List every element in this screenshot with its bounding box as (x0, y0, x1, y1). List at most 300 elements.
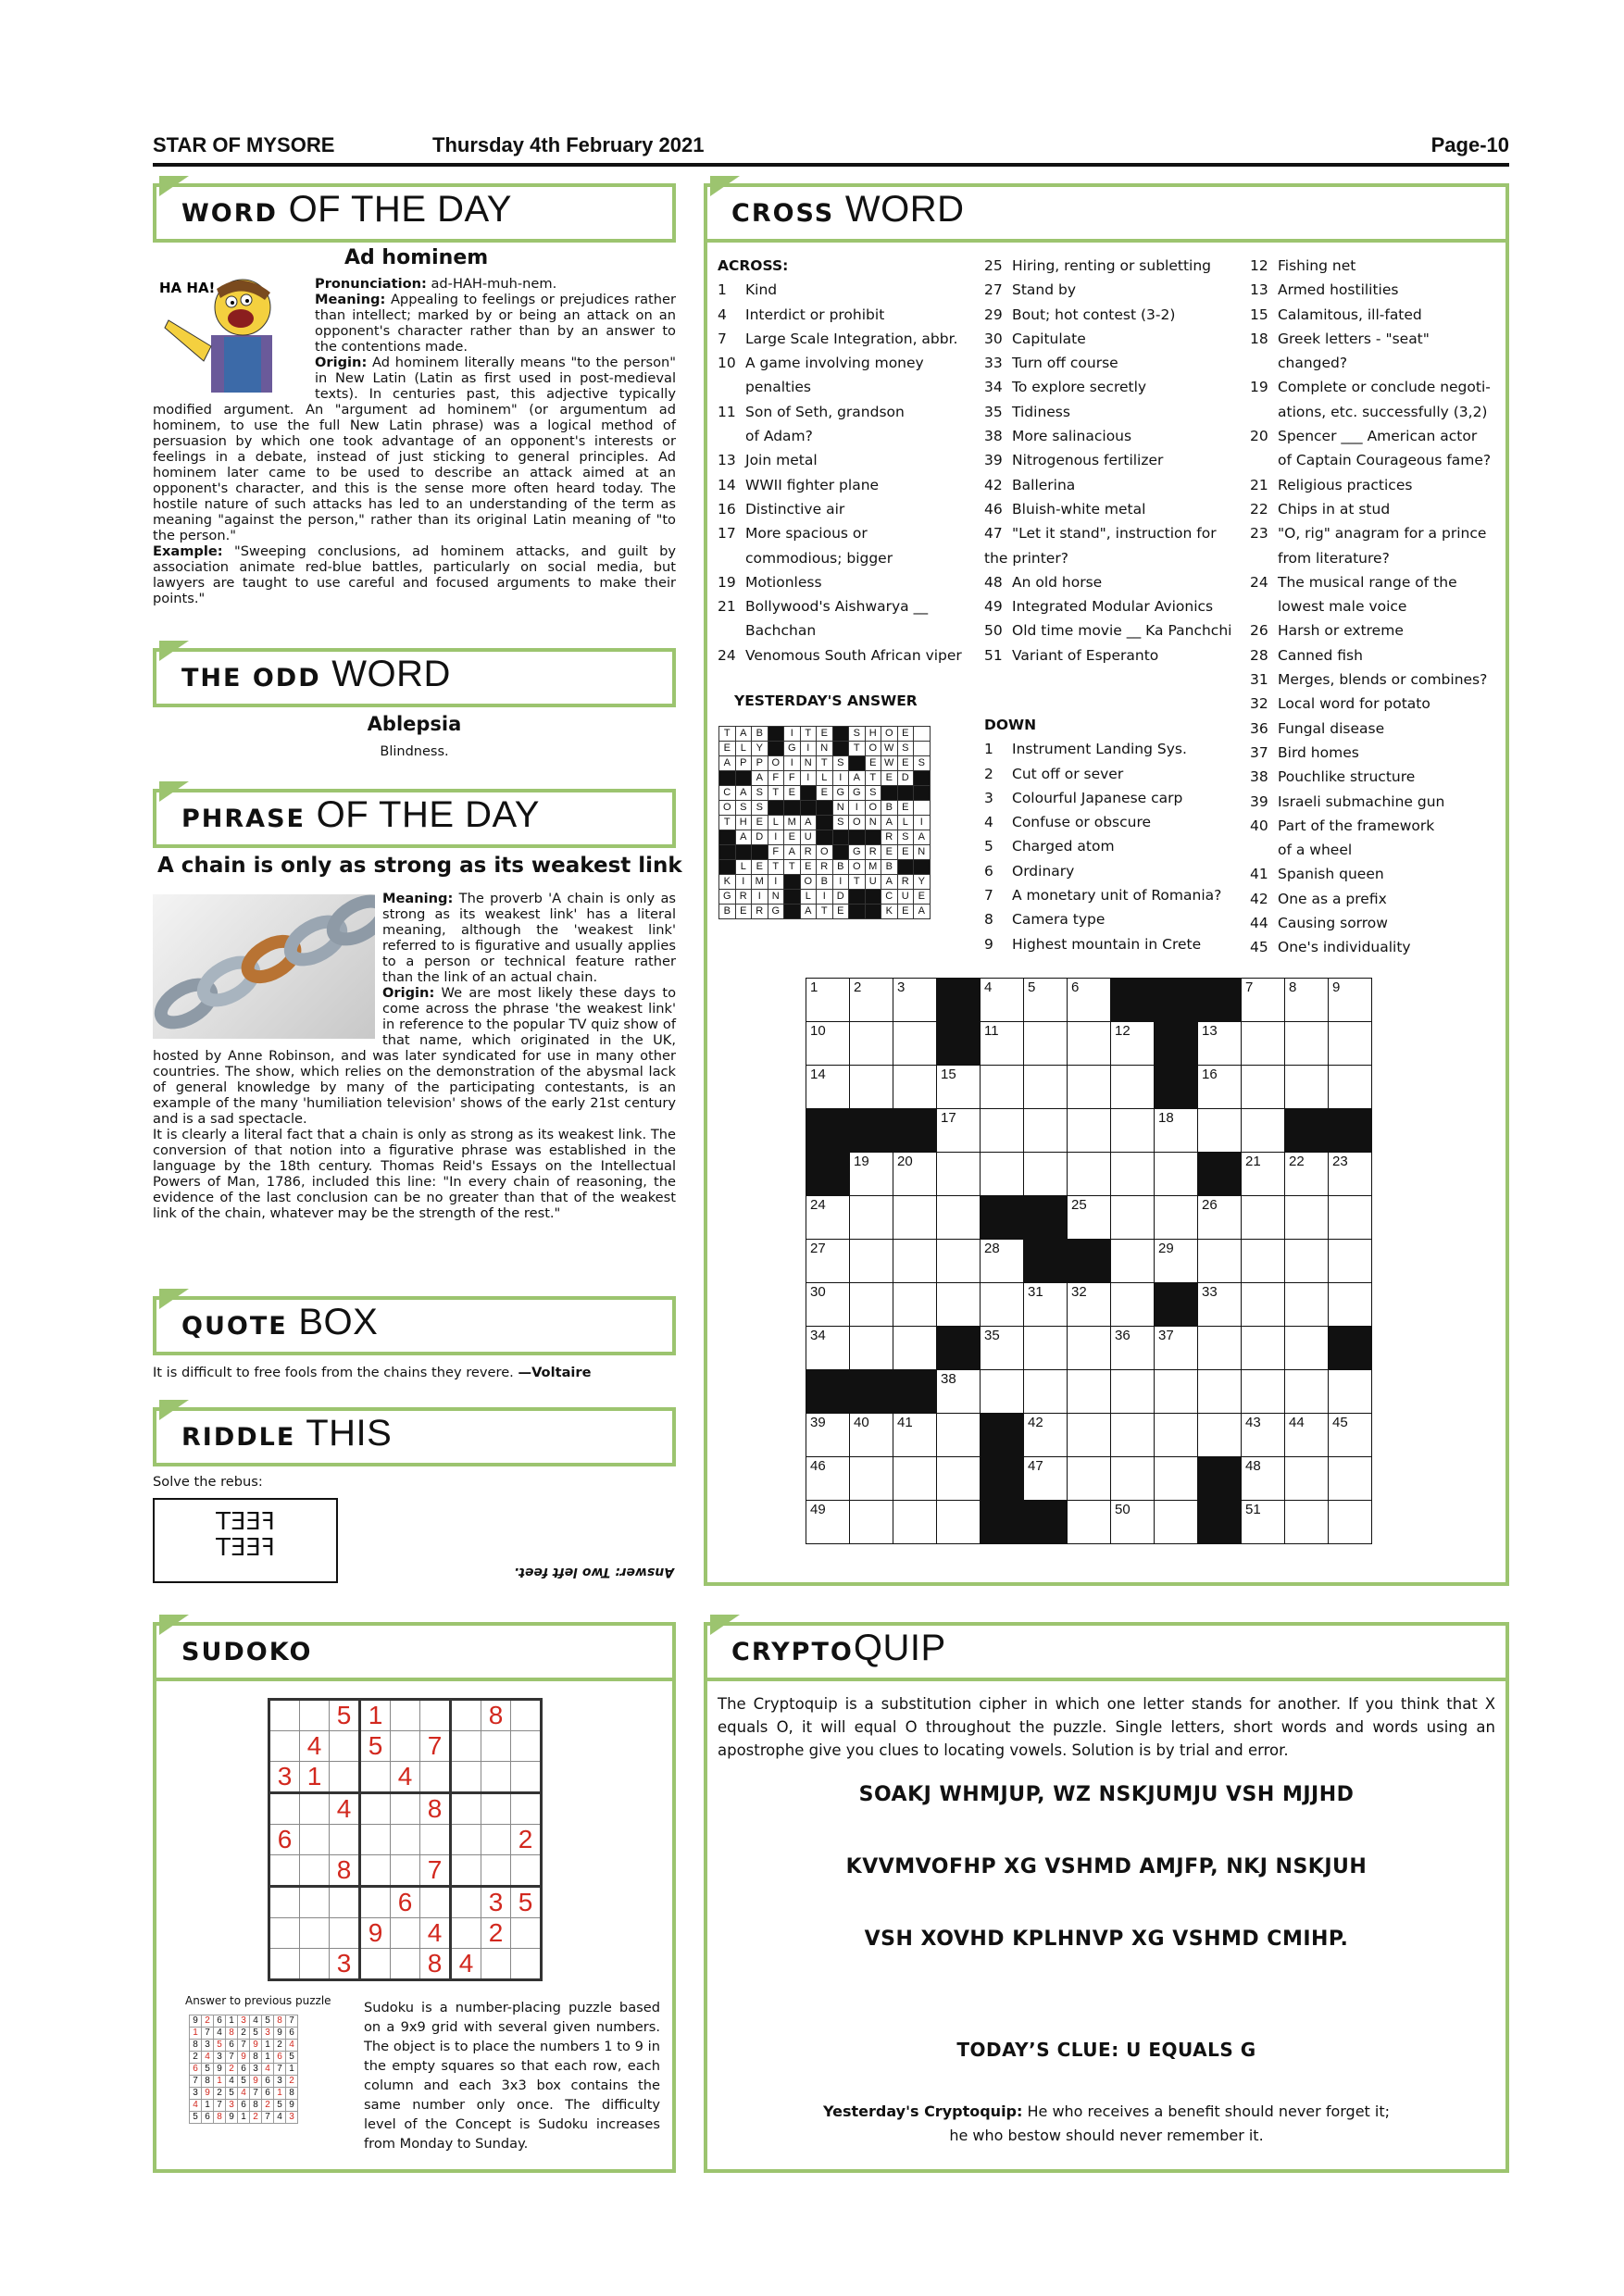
sudoku-cell[interactable] (481, 1731, 511, 1762)
crossword-cell[interactable]: 15 (937, 1066, 981, 1109)
sudoku-cell[interactable] (391, 1918, 420, 1949)
answer-cell: T (719, 816, 736, 830)
answer-cell: E (897, 756, 914, 771)
crossword-cell[interactable] (1242, 1022, 1285, 1066)
crossword-cell[interactable] (981, 1066, 1024, 1109)
sudoku-cell[interactable] (300, 1700, 330, 1731)
crossword-cell[interactable]: 20 (893, 1153, 937, 1196)
sudoku-cell[interactable]: 8 (420, 1949, 451, 1980)
sudoku-cell[interactable]: 7 (420, 1731, 451, 1762)
crossword-cell[interactable] (1285, 1370, 1329, 1414)
clue: penalties (745, 379, 811, 396)
answer-cell: O (849, 860, 866, 875)
sudoku-cell[interactable] (511, 1700, 542, 1731)
sudoku-cell[interactable]: 8 (481, 1700, 511, 1731)
crossword-cell[interactable] (893, 1501, 937, 1544)
sudoku-cell[interactable]: 6 (391, 1887, 420, 1918)
word-of-day-word: Ad hominem (344, 246, 489, 269)
answer-cell: A (735, 727, 752, 742)
answer-cell: B (817, 875, 833, 890)
sudoku-description: Sudoku is a number-placing puzzle based on a 9x9 grid with several given numbers. The object is to place the numbers 1 to 9 in the empty squares so that each row, each column and each 3x3 box contains the same number only once. The difficulty level of the Concept is Sudoku increases from Monday to Sunday. (364, 2000, 660, 2152)
crossword-cell[interactable] (1111, 1066, 1155, 1109)
crossword-cell[interactable] (893, 1066, 937, 1109)
crossword-cell[interactable]: 19 (850, 1153, 893, 1196)
sudoku-cell[interactable]: 1 (360, 1700, 391, 1731)
crossword-cell[interactable] (1242, 1109, 1285, 1153)
sudoku-cell[interactable]: 3 (269, 1762, 300, 1793)
quote-title: QUOTE BOX (181, 1302, 379, 1342)
sudoku-cell[interactable] (391, 1731, 420, 1762)
clue: 47 "Let it stand", instruction for (984, 525, 1217, 543)
phrase-body: Meaning: The proverb 'A chain is only as strong as its weakest link' has a literal meaning, although the 'weakest link' referred to is figurative and usually applies to a person or technical feature rather than the link of an actual chain. Origin: We are most likely these days to come across the phrase 'the weakest link' in reference to the popular TV quiz show of that name, which originated in the UK, hosted by Anne Robinson, and was later syndicated for use in many other countries. The show, which relies on the demonstration of the abysmal lack of general knowledge by many of the participating contestants, is an example of the many 'humiliation television' shows of the early 21st century and is a sad spectacle. It is clearly a literal fact that a chain is only as strong as its weakest link. The conversion of that notion into a figurative phrase was established in the language by the 18th century. Thomas Reid's Essays on the Intellectual Powers of Man, 1786, included this line: "In every chain of reasoning, the evidence of the last conclusion can be no greater than that of the weakest link of the chain, whatever may be the strength of the rest." (153, 891, 677, 1221)
crossword-cell[interactable]: 12 (1111, 1022, 1155, 1066)
crossword-cell[interactable]: 45 (1329, 1414, 1372, 1457)
sudoku-cell[interactable]: 7 (420, 1855, 451, 1887)
crossword-cell[interactable] (850, 1501, 893, 1544)
sudoku-cell[interactable] (391, 1700, 420, 1731)
black-square (914, 771, 931, 786)
clue: 37 Bird homes (1250, 743, 1359, 761)
crossword-cell[interactable] (981, 1283, 1024, 1327)
rebus-line: FEET (216, 1534, 275, 1562)
sudoku-cell[interactable] (300, 1949, 330, 1980)
crossword-cell[interactable] (1155, 1414, 1198, 1457)
crossword-cell[interactable] (1068, 1501, 1111, 1544)
sudoku-cell[interactable] (391, 1949, 420, 1980)
phrase-title: PHRASE OF THE DAY (181, 794, 540, 835)
crossword-cell[interactable] (893, 1283, 937, 1327)
crossword-cell[interactable] (1329, 1370, 1372, 1414)
crossword-cell[interactable] (981, 1370, 1024, 1414)
sudoku-cell[interactable]: 4 (300, 1731, 330, 1762)
sudoku-cell[interactable] (391, 1855, 420, 1887)
sudoku-cell[interactable]: 5 (360, 1731, 391, 1762)
answer-cell: L (897, 816, 914, 830)
sudoku-cell[interactable] (300, 1855, 330, 1887)
sudoku-cell[interactable] (360, 1949, 391, 1980)
answer-cell: 6 (262, 2088, 274, 2100)
sudoku-cell[interactable] (420, 1887, 451, 1918)
crossword-cell[interactable] (1024, 1109, 1068, 1153)
black-square (719, 771, 736, 786)
crossword-cell[interactable]: 8 (1285, 979, 1329, 1022)
sudoku-cell[interactable]: 9 (360, 1918, 391, 1949)
sudoku-cell[interactable] (420, 1825, 451, 1855)
answer-cell: U (897, 890, 914, 905)
crossword-cell[interactable] (1024, 1066, 1068, 1109)
answer-cell: 7 (286, 2015, 298, 2028)
crossword-cell[interactable] (1024, 1153, 1068, 1196)
answer-cell: 2 (226, 2064, 238, 2076)
crossword-cell[interactable] (1242, 1327, 1285, 1370)
clue: 39 Nitrogenous fertilizer (984, 452, 1164, 469)
crossword-cell[interactable] (1068, 1022, 1111, 1066)
black-square (768, 801, 784, 816)
crossword-cell[interactable] (1111, 1153, 1155, 1196)
sudoku-cell[interactable]: 8 (330, 1855, 360, 1887)
crossword-cell[interactable] (1111, 1240, 1155, 1283)
sudoku-cell[interactable] (451, 1825, 481, 1855)
answer-cell: E (752, 816, 768, 830)
crossword-cell[interactable] (1111, 1457, 1155, 1501)
crossword-cell[interactable] (1024, 1022, 1068, 1066)
answer-cell: 7 (202, 2028, 214, 2040)
sudoku-cell[interactable] (511, 1731, 542, 1762)
crossword-cell[interactable] (1068, 1327, 1111, 1370)
crossword-cell[interactable] (937, 1153, 981, 1196)
sudoku-cell[interactable] (330, 1887, 360, 1918)
crossword-cell[interactable]: 7 (1242, 979, 1285, 1022)
sudoku-cell[interactable] (330, 1762, 360, 1793)
answer-cell: A (881, 875, 898, 890)
crossword-cell[interactable] (937, 1457, 981, 1501)
sudoku-cell[interactable] (451, 1887, 481, 1918)
answer-cell: 1 (238, 2112, 250, 2124)
crossword-cell[interactable] (1111, 1196, 1155, 1240)
sudoku-cell[interactable]: 2 (481, 1918, 511, 1949)
sudoku-cell[interactable]: 5 (511, 1887, 542, 1918)
crossword-cell[interactable] (1329, 1196, 1372, 1240)
crossword-cell[interactable] (1285, 1240, 1329, 1283)
crossword-cell[interactable]: 36 (1111, 1327, 1155, 1370)
clue: 42 One as a prefix (1250, 890, 1387, 907)
sudoku-cell[interactable] (420, 1762, 451, 1793)
clue: 14 WWII fighter plane (718, 476, 880, 493)
answer-cell: 4 (250, 2015, 262, 2028)
sudoku-cell[interactable] (481, 1762, 511, 1793)
crossword-cell[interactable] (850, 1240, 893, 1283)
crossword-cell[interactable] (1285, 1283, 1329, 1327)
sudoku-cell[interactable] (391, 1793, 420, 1825)
crossword-cell[interactable] (1329, 1240, 1372, 1283)
rebus-box (153, 1498, 338, 1583)
black-square (800, 801, 817, 816)
answer-cell: E (897, 845, 914, 860)
crossword-cell[interactable]: 31 (1024, 1283, 1068, 1327)
answer-cell: E (897, 905, 914, 919)
crossword-cell[interactable] (1285, 1457, 1329, 1501)
crossword-cell[interactable] (850, 1327, 893, 1370)
riddle-title: RIDDLE THIS (181, 1413, 393, 1454)
crossword-cell[interactable]: 38 (937, 1370, 981, 1414)
clue: commodious; bigger (745, 549, 893, 567)
answer-cell: T (817, 905, 833, 919)
crossword-cell[interactable] (1198, 1370, 1242, 1414)
crossword-cell[interactable]: 35 (981, 1327, 1024, 1370)
sudoku-cell[interactable] (511, 1949, 542, 1980)
crossword-cell[interactable]: 49 (806, 1501, 850, 1544)
answer-cell: T (719, 727, 736, 742)
crossword-cell[interactable] (1198, 1240, 1242, 1283)
sudoku-cell[interactable] (300, 1918, 330, 1949)
crossword-cell[interactable]: 30 (806, 1283, 850, 1327)
clue: 17 More spacious or (718, 525, 868, 543)
crossword-cell[interactable]: 5 (1024, 979, 1068, 1022)
crossword-cell[interactable]: 21 (1242, 1153, 1285, 1196)
sudoku-cell[interactable] (269, 1918, 300, 1949)
crossword-cell[interactable] (1329, 1501, 1372, 1544)
clue: 19 Motionless (718, 573, 822, 591)
sudoku-cell[interactable] (420, 1700, 451, 1731)
crossword-cell[interactable]: 40 (850, 1414, 893, 1457)
crossword-cell[interactable]: 29 (1155, 1240, 1198, 1283)
sudoku-cell[interactable] (451, 1793, 481, 1825)
crossword-cell[interactable] (893, 1196, 937, 1240)
crossword-cell[interactable] (1285, 1501, 1329, 1544)
crossword-cell[interactable]: 41 (893, 1414, 937, 1457)
sudoku-cell[interactable] (451, 1762, 481, 1793)
crossword-cell[interactable] (850, 1196, 893, 1240)
crossword-cell[interactable]: 27 (806, 1240, 850, 1283)
sudoku-cell[interactable]: 6 (269, 1825, 300, 1855)
rebus-text (155, 1509, 336, 1561)
crossword-cell[interactable]: 17 (937, 1109, 981, 1153)
crossword-cell[interactable] (1329, 1283, 1372, 1327)
black-square (893, 1370, 937, 1414)
crossword-cell[interactable] (1155, 1153, 1198, 1196)
crossword-cell[interactable]: 51 (1242, 1501, 1285, 1544)
crossword-cell[interactable]: 37 (1155, 1327, 1198, 1370)
crossword-cell[interactable] (1329, 1066, 1372, 1109)
crossword-cell[interactable] (1111, 1109, 1155, 1153)
crossword-cell[interactable] (1068, 1109, 1111, 1153)
crossword-cell[interactable] (1285, 1066, 1329, 1109)
sudoku-cell[interactable]: 3 (481, 1887, 511, 1918)
crossword-cell[interactable]: 4 (981, 979, 1024, 1022)
sudoku-cell[interactable] (481, 1949, 511, 1980)
sudoku-cell[interactable] (300, 1793, 330, 1825)
answer-cell: A (800, 816, 817, 830)
crossword-cell[interactable]: 3 (893, 979, 937, 1022)
crossword-cell[interactable] (1068, 1153, 1111, 1196)
crossword-cell[interactable] (850, 1283, 893, 1327)
crossword-cell[interactable] (893, 1240, 937, 1283)
crossword-cell[interactable] (937, 1240, 981, 1283)
crossword-cell[interactable]: 16 (1198, 1066, 1242, 1109)
crossword-cell[interactable] (1024, 1370, 1068, 1414)
answer-cell: T (768, 786, 784, 801)
crossword-cell[interactable]: 23 (1329, 1153, 1372, 1196)
crossword-cell[interactable]: 46 (806, 1457, 850, 1501)
crossword-cell[interactable]: 10 (806, 1022, 850, 1066)
crossword-cell[interactable] (1329, 1022, 1372, 1066)
crossword-cell[interactable] (937, 1196, 981, 1240)
crossword-cell[interactable] (850, 1457, 893, 1501)
crossword-cell[interactable]: 22 (1285, 1153, 1329, 1196)
crossword-cell[interactable] (1155, 1196, 1198, 1240)
cipher-line-1: SOAKJ WHMJUP, WZ NSKJUMJU VSH MJJHD (858, 1783, 1355, 1806)
crossword-cell[interactable]: 2 (850, 979, 893, 1022)
crossword-cell[interactable]: 47 (1024, 1457, 1068, 1501)
crossword-cell[interactable] (1155, 1370, 1198, 1414)
crossword-cell[interactable] (937, 1283, 981, 1327)
crossword-cell[interactable]: 18 (1155, 1109, 1198, 1153)
crossword-cell[interactable] (1068, 1414, 1111, 1457)
answer-cell: O (849, 816, 866, 830)
crossword-cell[interactable] (1242, 1370, 1285, 1414)
black-square (1024, 1196, 1068, 1240)
answer-cell: H (735, 816, 752, 830)
crossword-cell[interactable]: 1 (806, 979, 850, 1022)
answer-cell: K (719, 875, 736, 890)
sudoku-cell[interactable] (269, 1793, 300, 1825)
answer-cell: A (752, 771, 768, 786)
sudoku-cell[interactable] (451, 1731, 481, 1762)
clue: 38 More salinacious (984, 428, 1132, 445)
sudoku-cell[interactable] (269, 1887, 300, 1918)
black-square (719, 845, 736, 860)
black-square (1024, 1240, 1068, 1283)
answer-cell: T (800, 727, 817, 742)
crossword-cell[interactable]: 9 (1329, 979, 1372, 1022)
crossword-cell[interactable]: 14 (806, 1066, 850, 1109)
answer-cell: E (800, 860, 817, 875)
crossword-cell[interactable] (981, 1109, 1024, 1153)
crossword-cell[interactable] (1068, 1066, 1111, 1109)
crossword-cell[interactable] (1285, 1196, 1329, 1240)
crossword-cell[interactable]: 34 (806, 1327, 850, 1370)
crossword-cell[interactable] (1111, 1414, 1155, 1457)
black-square (1068, 1240, 1111, 1283)
sudoku-cell[interactable] (269, 1855, 300, 1887)
answer-cell: 5 (274, 2100, 286, 2112)
sudoku-cell[interactable]: 5 (330, 1700, 360, 1731)
crossword-cell[interactable]: 39 (806, 1414, 850, 1457)
sudoku-cell[interactable] (511, 1855, 542, 1887)
answer-cell: 7 (274, 2064, 286, 2076)
crossword-cell[interactable]: 25 (1068, 1196, 1111, 1240)
answer-cell: 2 (274, 2040, 286, 2052)
sudoku-cell[interactable] (481, 1825, 511, 1855)
sudoku-cell[interactable] (511, 1793, 542, 1825)
crossword-cell[interactable] (1198, 1414, 1242, 1457)
crossword-cell[interactable] (937, 1414, 981, 1457)
sudoku-cell[interactable] (451, 1918, 481, 1949)
sudoku-cell[interactable]: 1 (300, 1762, 330, 1793)
word-of-day-body: Pronunciation: ad-HAH-muh-nem. Meaning: Appealing to feelings or prejudices rather than intellect; marked by or being an attack on an opponent's character rather than by an answer to the contentions made. Origin: Ad hominem literally means "to the person" in New Latin (Latin as first used in post-medieval texts). In centuries past, this adjective typically modified argument. An "argument ad hominem" (or argumentum ad hominem, to use the full New Latin phrase) was a logical method of persuasion by which one took advantage of an opponent's interests or feelings in a debate, instead of just sticking to general principles. Ad hominem later came to be used to describe an attack aimed at an opponent's character, and this is the sense more often heard today. The hostile nature of such attacks has led to an understanding of the term as meaning "against the person," rather than its original Latin meaning of "to the person." Example: "Sweeping conclusions, ad hominem attacks, and guilt by association animate red-blue battles, particularly on social media, but lawyers are taught to use careful and focused arguments to make their points." (153, 276, 676, 606)
crossword-cell[interactable]: 11 (981, 1022, 1024, 1066)
answer-cell: 6 (190, 2064, 202, 2076)
crossword-cell[interactable] (893, 1457, 937, 1501)
crossword-cell[interactable] (893, 1327, 937, 1370)
sudoku-cell[interactable] (269, 1731, 300, 1762)
crossword-cell[interactable]: 26 (1198, 1196, 1242, 1240)
crossword-cell[interactable] (1242, 1240, 1285, 1283)
sudoku-cell[interactable]: 2 (511, 1825, 542, 1855)
sudoku-cell[interactable] (511, 1762, 542, 1793)
sudoku-cell[interactable]: 4 (420, 1918, 451, 1949)
crossword-cell[interactable]: 32 (1068, 1283, 1111, 1327)
sudoku-cell[interactable] (330, 1825, 360, 1855)
sudoku-cell[interactable]: 4 (330, 1793, 360, 1825)
black-square (719, 830, 736, 845)
answer-cell: I (735, 875, 752, 890)
sudoku-cell[interactable] (511, 1918, 542, 1949)
crossword-cell[interactable] (1068, 1457, 1111, 1501)
answer-cell: A (735, 830, 752, 845)
crossword-cell[interactable]: 50 (1111, 1501, 1155, 1544)
answer-cell: W (881, 756, 898, 771)
sudoku-cell[interactable] (360, 1762, 391, 1793)
crossword-cell[interactable] (1068, 1370, 1111, 1414)
crossword-cell[interactable] (850, 1066, 893, 1109)
sudoku-cell[interactable] (269, 1700, 300, 1731)
answer-cell: 6 (274, 2052, 286, 2064)
crossword-cell[interactable]: 13 (1198, 1022, 1242, 1066)
crossword-cell[interactable] (1155, 1457, 1198, 1501)
sudoku-cell[interactable] (360, 1825, 391, 1855)
sudoku-cell[interactable] (360, 1793, 391, 1825)
crossword-cell[interactable]: 48 (1242, 1457, 1285, 1501)
answer-cell: 6 (226, 2040, 238, 2052)
crossword-cell[interactable] (1111, 1283, 1155, 1327)
sudoku-cell[interactable]: 3 (330, 1949, 360, 1980)
sudoku-cell[interactable] (330, 1918, 360, 1949)
sudoku-cell[interactable] (269, 1949, 300, 1980)
sudoku-cell[interactable] (300, 1887, 330, 1918)
black-square (849, 830, 866, 845)
black-square (1329, 1327, 1372, 1370)
clue: 22 Chips in at stud (1250, 500, 1391, 518)
sudoku-cell[interactable] (300, 1825, 330, 1855)
crossword-cell[interactable]: 24 (806, 1196, 850, 1240)
crossword-cell[interactable]: 28 (981, 1240, 1024, 1283)
crossword-cell[interactable] (1285, 1022, 1329, 1066)
rebus-line: FEET (216, 1508, 275, 1536)
crossword-cell[interactable] (1024, 1327, 1068, 1370)
answer-cell: 4 (274, 2112, 286, 2124)
crossword-cell[interactable] (1111, 1370, 1155, 1414)
crossword-cell[interactable] (1198, 1109, 1242, 1153)
crossword-cell[interactable] (1242, 1066, 1285, 1109)
crossword-cell[interactable] (850, 1022, 893, 1066)
crossword-cell[interactable] (893, 1022, 937, 1066)
sudoku-cell[interactable] (481, 1855, 511, 1887)
answer-cell: R (897, 875, 914, 890)
crossword-cell[interactable] (1198, 1327, 1242, 1370)
answer-cell: U (865, 875, 881, 890)
black-square (893, 1109, 937, 1153)
crossword-cell[interactable]: 44 (1285, 1414, 1329, 1457)
sudoku-cell[interactable] (451, 1855, 481, 1887)
crossword-cell[interactable] (1329, 1457, 1372, 1501)
crossword-cell[interactable] (1242, 1283, 1285, 1327)
answer-cell: R (800, 845, 817, 860)
crossword-cell[interactable]: 33 (1198, 1283, 1242, 1327)
sudoku-cell[interactable]: 4 (391, 1762, 420, 1793)
crossword-cell[interactable] (981, 1153, 1024, 1196)
sudoku-cell[interactable] (360, 1855, 391, 1887)
sudoku-cell[interactable]: 8 (420, 1793, 451, 1825)
crossword-cell[interactable]: 6 (1068, 979, 1111, 1022)
crossword-cell[interactable] (1242, 1196, 1285, 1240)
sudoku-cell[interactable]: 4 (451, 1949, 481, 1980)
sudoku-cell[interactable] (360, 1887, 391, 1918)
crossword-cell[interactable] (937, 1501, 981, 1544)
sudoku-cell[interactable] (391, 1825, 420, 1855)
crossword-cell[interactable]: 42 (1024, 1414, 1068, 1457)
crossword-cell[interactable] (1155, 1501, 1198, 1544)
sudoku-cell[interactable] (451, 1700, 481, 1731)
answer-cell: T (784, 860, 801, 875)
sudoku-cell[interactable] (481, 1793, 511, 1825)
sudoku-cell[interactable] (330, 1731, 360, 1762)
black-square (1111, 979, 1155, 1022)
answer-cell: A (784, 845, 801, 860)
crossword-cell[interactable] (1285, 1327, 1329, 1370)
answer-cell: P (752, 756, 768, 771)
crossword-cell[interactable]: 43 (1242, 1414, 1285, 1457)
